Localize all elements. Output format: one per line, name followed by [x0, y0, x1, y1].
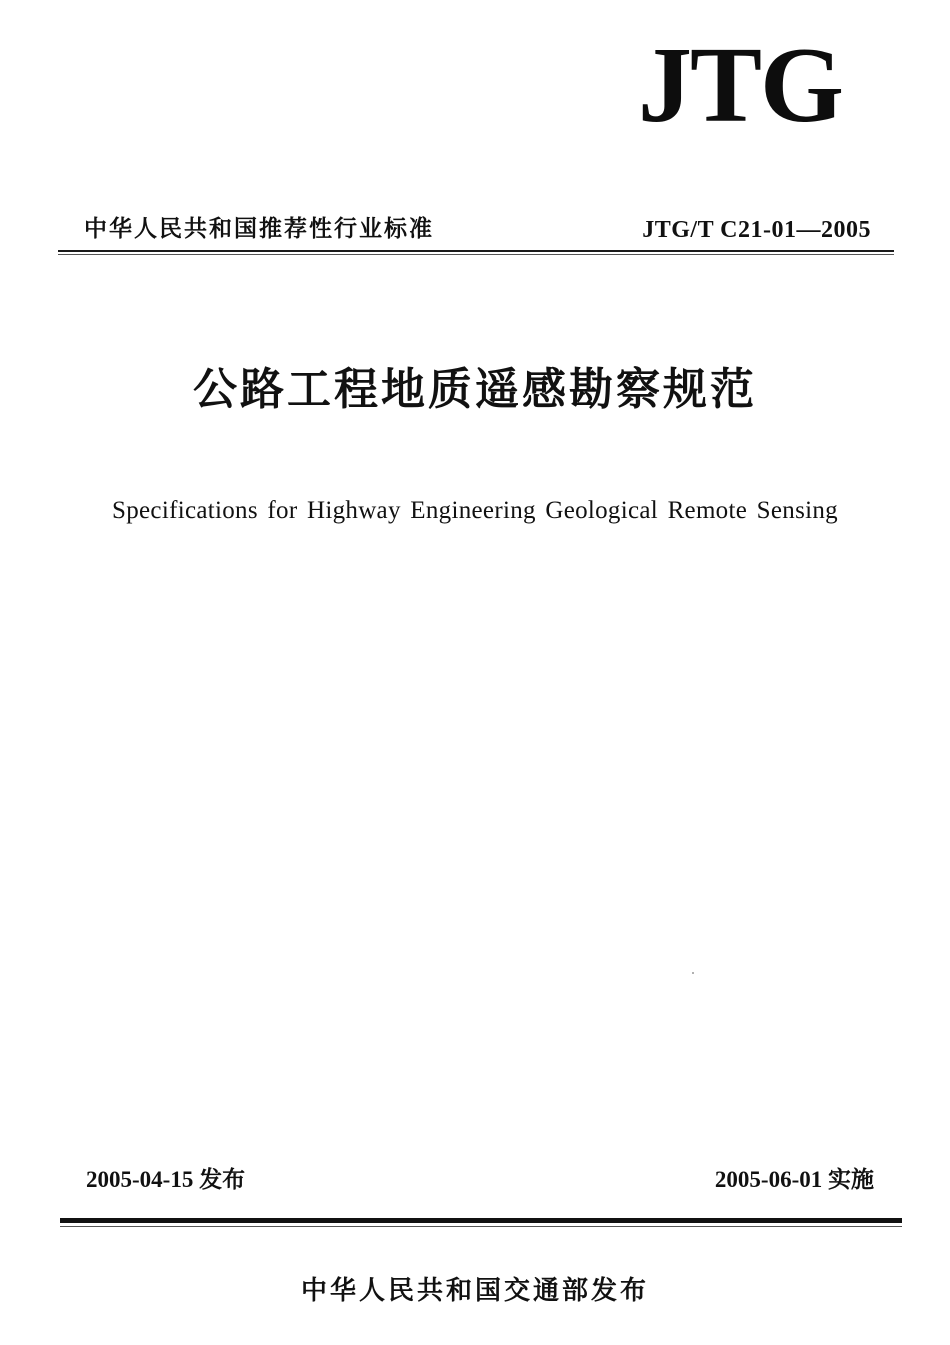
standard-code: JTG/T C21-01—2005: [642, 217, 871, 243]
implementation-date: 2005-06-01 实施: [714, 1167, 874, 1192]
jtg-logo: JTG: [637, 26, 842, 145]
footer-rule: [60, 1218, 902, 1223]
publisher: 中华人民共和国交通部发布: [300, 1276, 649, 1306]
document-title-chinese: 公路工程地质遥感勘察规范: [193, 364, 757, 415]
header-rule-secondary: [58, 254, 894, 255]
footer-rule-secondary: [60, 1226, 902, 1227]
document-title-english: Specifications for Highway Engineering Geological Remote Sensing: [112, 497, 838, 524]
issue-date: 2005-04-15 发布: [86, 1167, 246, 1192]
scan-speck: [692, 972, 694, 974]
header-rule: [58, 250, 894, 252]
standard-category: 中华人民共和国推荐性行业标准: [84, 216, 434, 242]
